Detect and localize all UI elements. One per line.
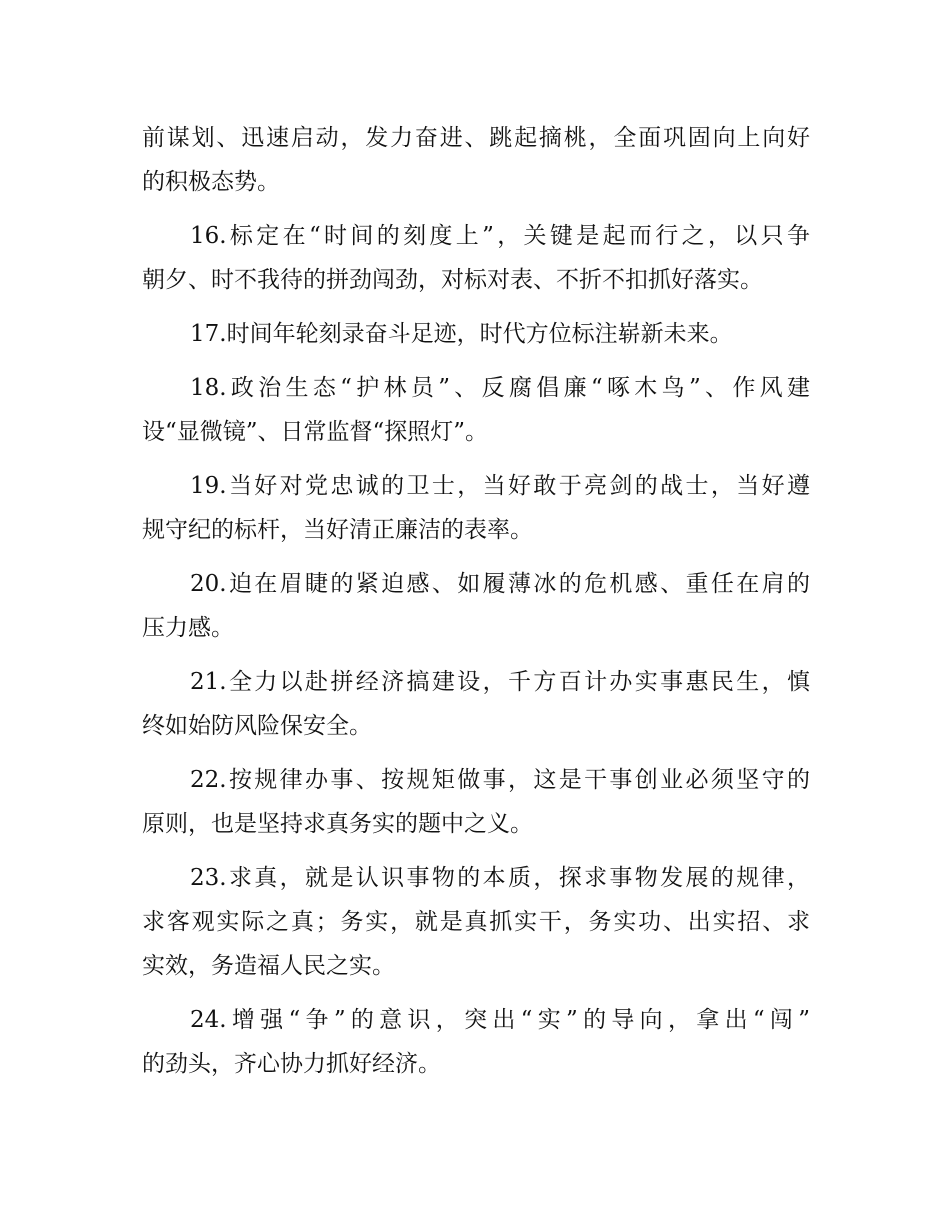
- text-line: 终如始防风险保安全。: [142, 713, 372, 739]
- paragraph: [142, 660, 810, 748]
- text-line: 19.当好对党忠诚的卫士，当好敢于亮剑的战士，当好遵: [190, 473, 810, 499]
- paragraph: [142, 856, 810, 988]
- text-line: 23.求真，就是认识事物的本质，探求事物发展的规律，: [190, 865, 810, 891]
- paragraph: [142, 366, 810, 454]
- text-line: 前谋划、迅速启动，发力奋进、跳起摘桃，全面巩固向上向好: [142, 125, 810, 151]
- text-line: 16.标定在“时间的刻度上”，关键是起而行之，以只争: [190, 223, 810, 249]
- text-line: 的积极态势。: [142, 169, 280, 195]
- paragraph: [142, 214, 810, 302]
- text-line: 实效，务造福人民之实。: [142, 953, 395, 979]
- text-line: 的劲头，齐心协力抓好经济。: [142, 1051, 441, 1077]
- paragraph: [142, 998, 810, 1086]
- text-line: 原则，也是坚持求真务实的题中之义。: [142, 811, 533, 837]
- text-line: 规守纪的标杆，当好清正廉洁的表率。: [142, 517, 533, 543]
- text-line: 设“显微镜”、日常监督“探照灯”。: [142, 419, 489, 445]
- text-line: 18.政治生态“护林员”、反腐倡廉“啄木鸟”、作风建: [190, 375, 810, 401]
- paragraph: [142, 758, 810, 846]
- text-line: 20.迫在眉睫的紧迫感、如履薄冰的危机感、重任在肩的: [190, 571, 810, 597]
- paragraph: [142, 116, 810, 204]
- text-line: 17.时间年轮刻录奋斗足迹，时代方位标注崭新未来。: [190, 321, 733, 347]
- paragraph: [142, 562, 810, 650]
- text-line: 压力感。: [142, 615, 234, 641]
- text-line: 朝夕、时不我待的拼劲闯劲，对标对表、不折不扣抓好落实。: [142, 267, 763, 293]
- document-page: [142, 116, 810, 1096]
- paragraph: [142, 464, 810, 552]
- text-line: 21.全力以赴拼经济搞建设，千方百计办实事惠民生，慎: [190, 669, 810, 695]
- text-line: 22.按规律办事、按规矩做事，这是干事创业必须坚守的: [190, 767, 810, 793]
- text-line: 求客观实际之真；务实，就是真抓实干，务实功、出实招、求: [142, 909, 810, 935]
- paragraph: [142, 312, 810, 356]
- text-line: 24.增强“争”的意识，突出“实”的导向，拿出“闯”: [190, 1007, 810, 1033]
